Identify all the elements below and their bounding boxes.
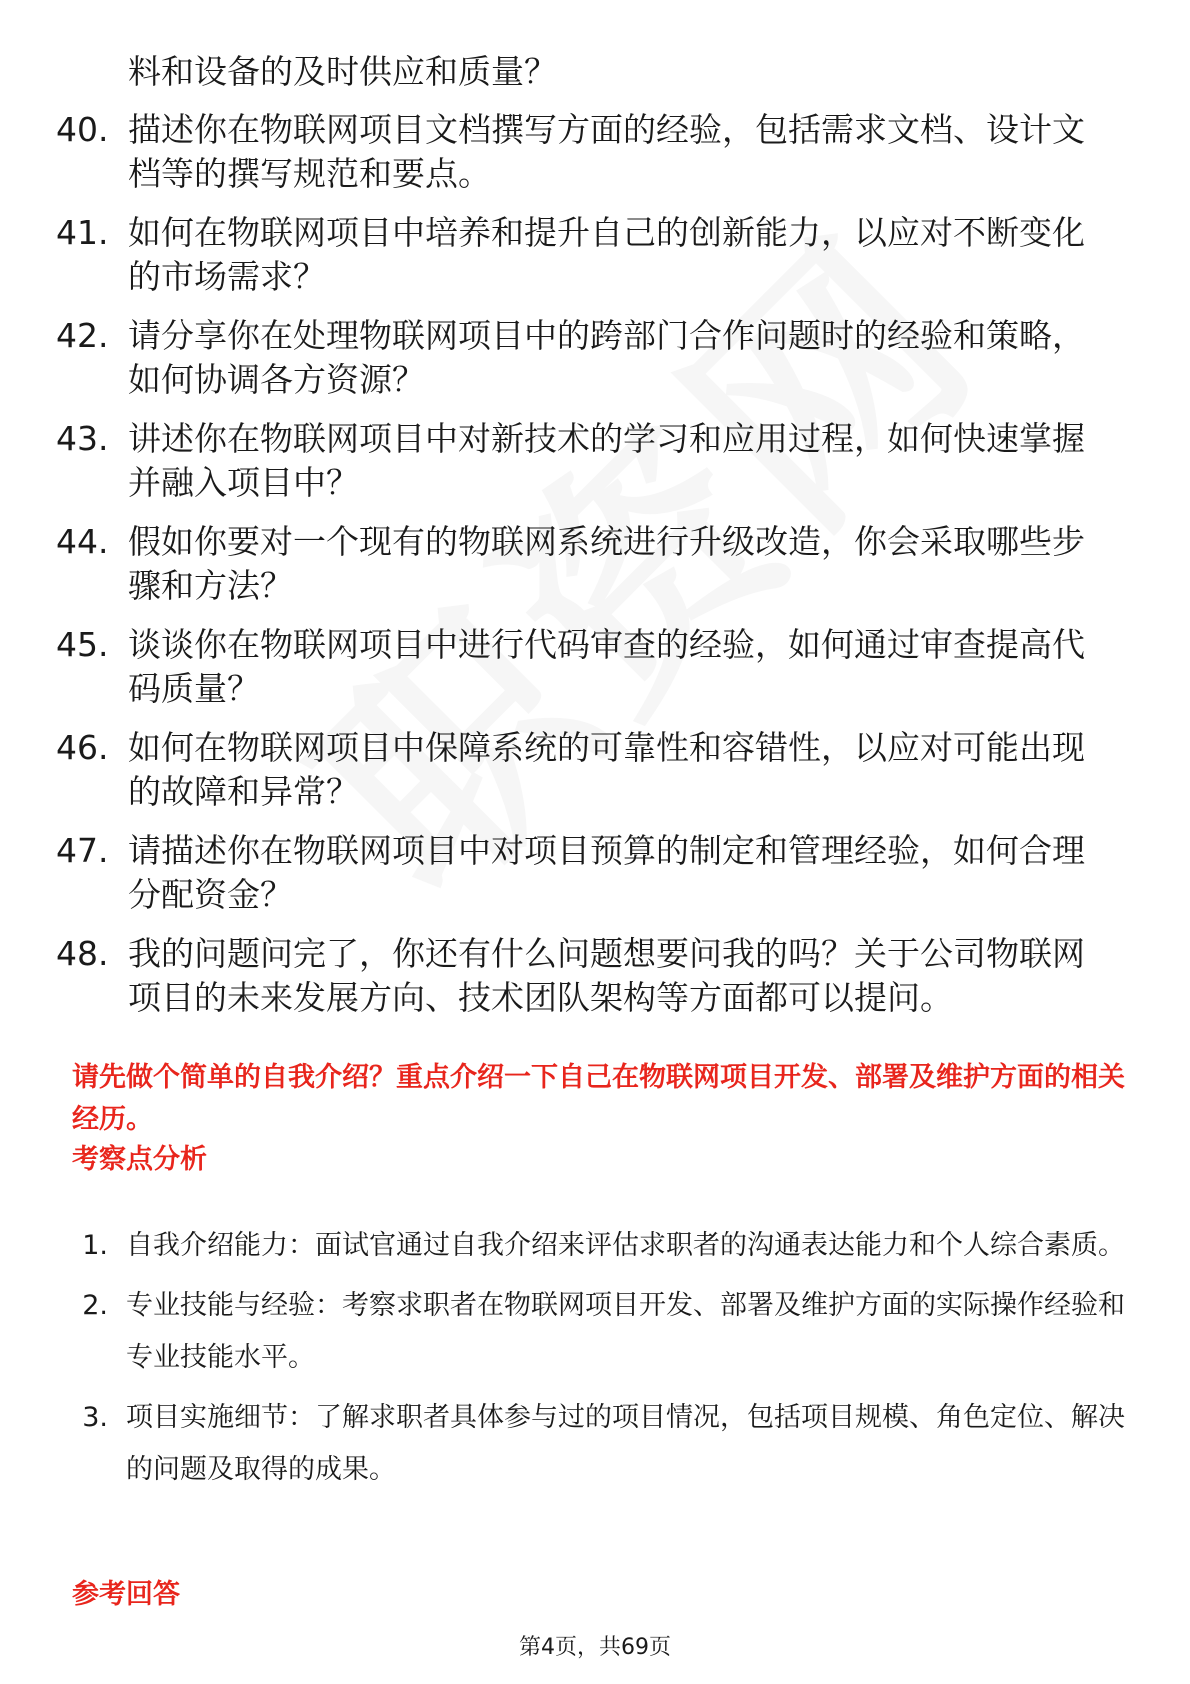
- question-item: [56, 314, 1116, 402]
- question-number: 44.: [56, 522, 109, 561]
- reference-answer-heading: 参考回答: [72, 1579, 180, 1610]
- question-item: [56, 108, 1116, 196]
- question-item: [56, 417, 1116, 505]
- analysis-number: 3.: [82, 1402, 108, 1433]
- question-item: [56, 520, 1116, 608]
- question-item: [56, 829, 1116, 917]
- question-item: [56, 211, 1116, 299]
- question-text: 描述你在物联网项目文档撰写方面的经验，包括需求文档、设计文档等的撰写规范和要点。: [128, 110, 1085, 193]
- question-text: 如何在物联网项目中保障系统的可靠性和容错性，以应对可能出现的故障和异常？: [128, 728, 1085, 811]
- question-list: [56, 108, 1116, 1035]
- question-number: 43.: [56, 419, 109, 458]
- analysis-heading: 考察点分析: [72, 1144, 207, 1175]
- highlight-question: 请先做个简单的自我介绍？重点介绍一下自己在物联网项目开发、部署及维护方面的相关经历。: [72, 1062, 1125, 1135]
- question-number: 47.: [56, 831, 109, 870]
- question-number: 40.: [56, 110, 109, 149]
- question-text: 请描述你在物联网项目中对项目预算的制定和管理经验，如何合理分配资金？: [128, 831, 1085, 914]
- question-number: 46.: [56, 728, 109, 767]
- question-item: [56, 623, 1116, 711]
- page-footer: 第4页，共69页: [519, 1635, 671, 1660]
- analysis-text: 自我介绍能力：面试官通过自我介绍来评估求职者的沟通表达能力和个人综合素质。: [126, 1230, 1125, 1261]
- analysis-item: [72, 1280, 1132, 1384]
- question-item: [56, 726, 1116, 814]
- analysis-list: [72, 1220, 1132, 1504]
- analysis-text: 项目实施细节：了解求职者具体参与过的项目情况，包括项目规模、角色定位、解决的问题及取得的成果。: [126, 1402, 1125, 1485]
- question-text: 假如你要对一个现有的物联网系统进行升级改造，你会采取哪些步骤和方法？: [128, 522, 1085, 605]
- question-number: 41.: [56, 213, 109, 252]
- question-text: 我的问题问完了，你还有什么问题想要问我的吗？关于公司物联网项目的未来发展方向、技术团队架构等方面都可以提问。: [128, 934, 1085, 1017]
- question-text: 谈谈你在物联网项目中进行代码审查的经验，如何通过审查提高代码质量？: [128, 625, 1085, 708]
- question-number: 45.: [56, 625, 109, 664]
- question-item: [56, 932, 1116, 1020]
- analysis-number: 1.: [82, 1230, 108, 1261]
- question-text: 讲述你在物联网项目中对新技术的学习和应用过程，如何快速掌握并融入项目中？: [128, 419, 1085, 502]
- question-number: 42.: [56, 316, 109, 355]
- question-39-continuation: 料和设备的及时供应和质量？: [128, 52, 557, 91]
- question-text: 请分享你在处理物联网项目中的跨部门合作问题时的经验和策略，如何协调各方资源？: [128, 316, 1085, 399]
- analysis-item: [72, 1220, 1132, 1272]
- analysis-item: [72, 1392, 1132, 1496]
- analysis-text: 专业技能与经验：考察求职者在物联网项目开发、部署及维护方面的实际操作经验和专业技能水平。: [126, 1290, 1125, 1373]
- question-number: 48.: [56, 934, 109, 973]
- analysis-number: 2.: [82, 1290, 108, 1321]
- question-text: 如何在物联网项目中培养和提升自己的创新能力，以应对不断变化的市场需求？: [128, 213, 1085, 296]
